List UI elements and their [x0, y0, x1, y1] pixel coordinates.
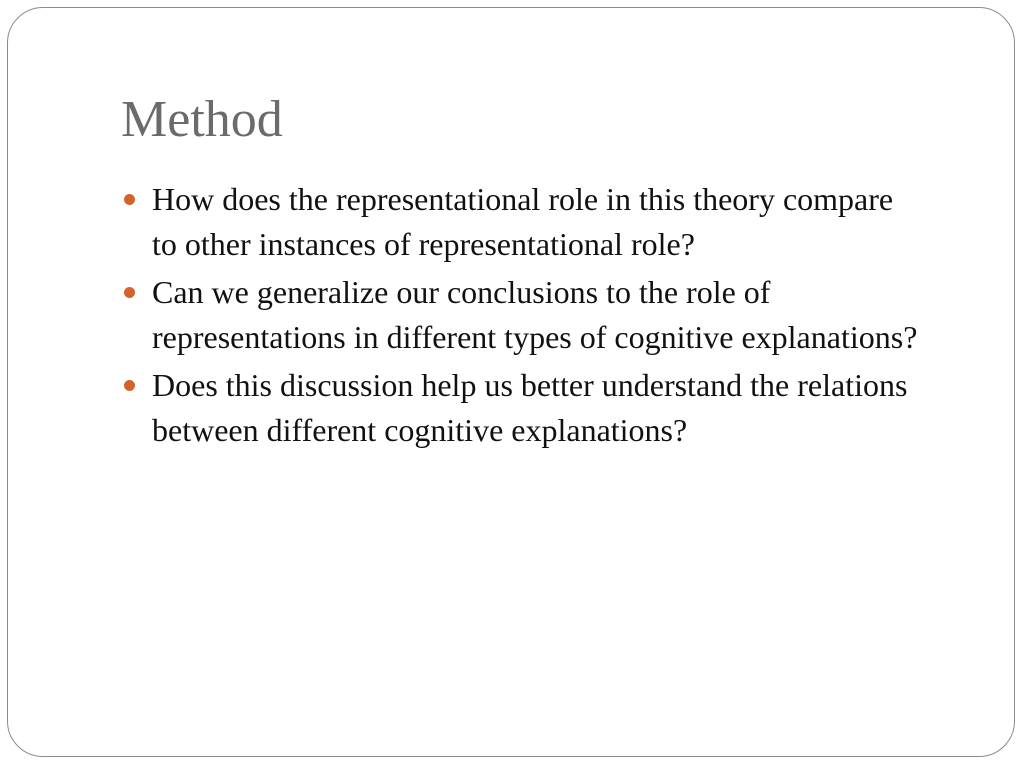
bullet-item: [121, 177, 921, 267]
bullet-dot-icon: [124, 380, 135, 391]
bullet-text: How does the representational role in this theory compare to other instances of representational role?: [152, 181, 894, 262]
slide-title: Method: [121, 91, 283, 148]
bullet-item: [121, 363, 921, 453]
bullet-text: Can we generalize our conclusions to the role of representations in different types of cognitive explanations?: [152, 274, 918, 355]
bullet-text: Does this discussion help us better understand the relations between different cognitive explanations?: [152, 367, 908, 448]
bullet-dot-icon: [124, 287, 135, 298]
bullet-dot-icon: [124, 194, 135, 205]
slide-frame: [7, 7, 1015, 757]
bullet-list: [121, 177, 921, 456]
bullet-item: [121, 270, 921, 360]
